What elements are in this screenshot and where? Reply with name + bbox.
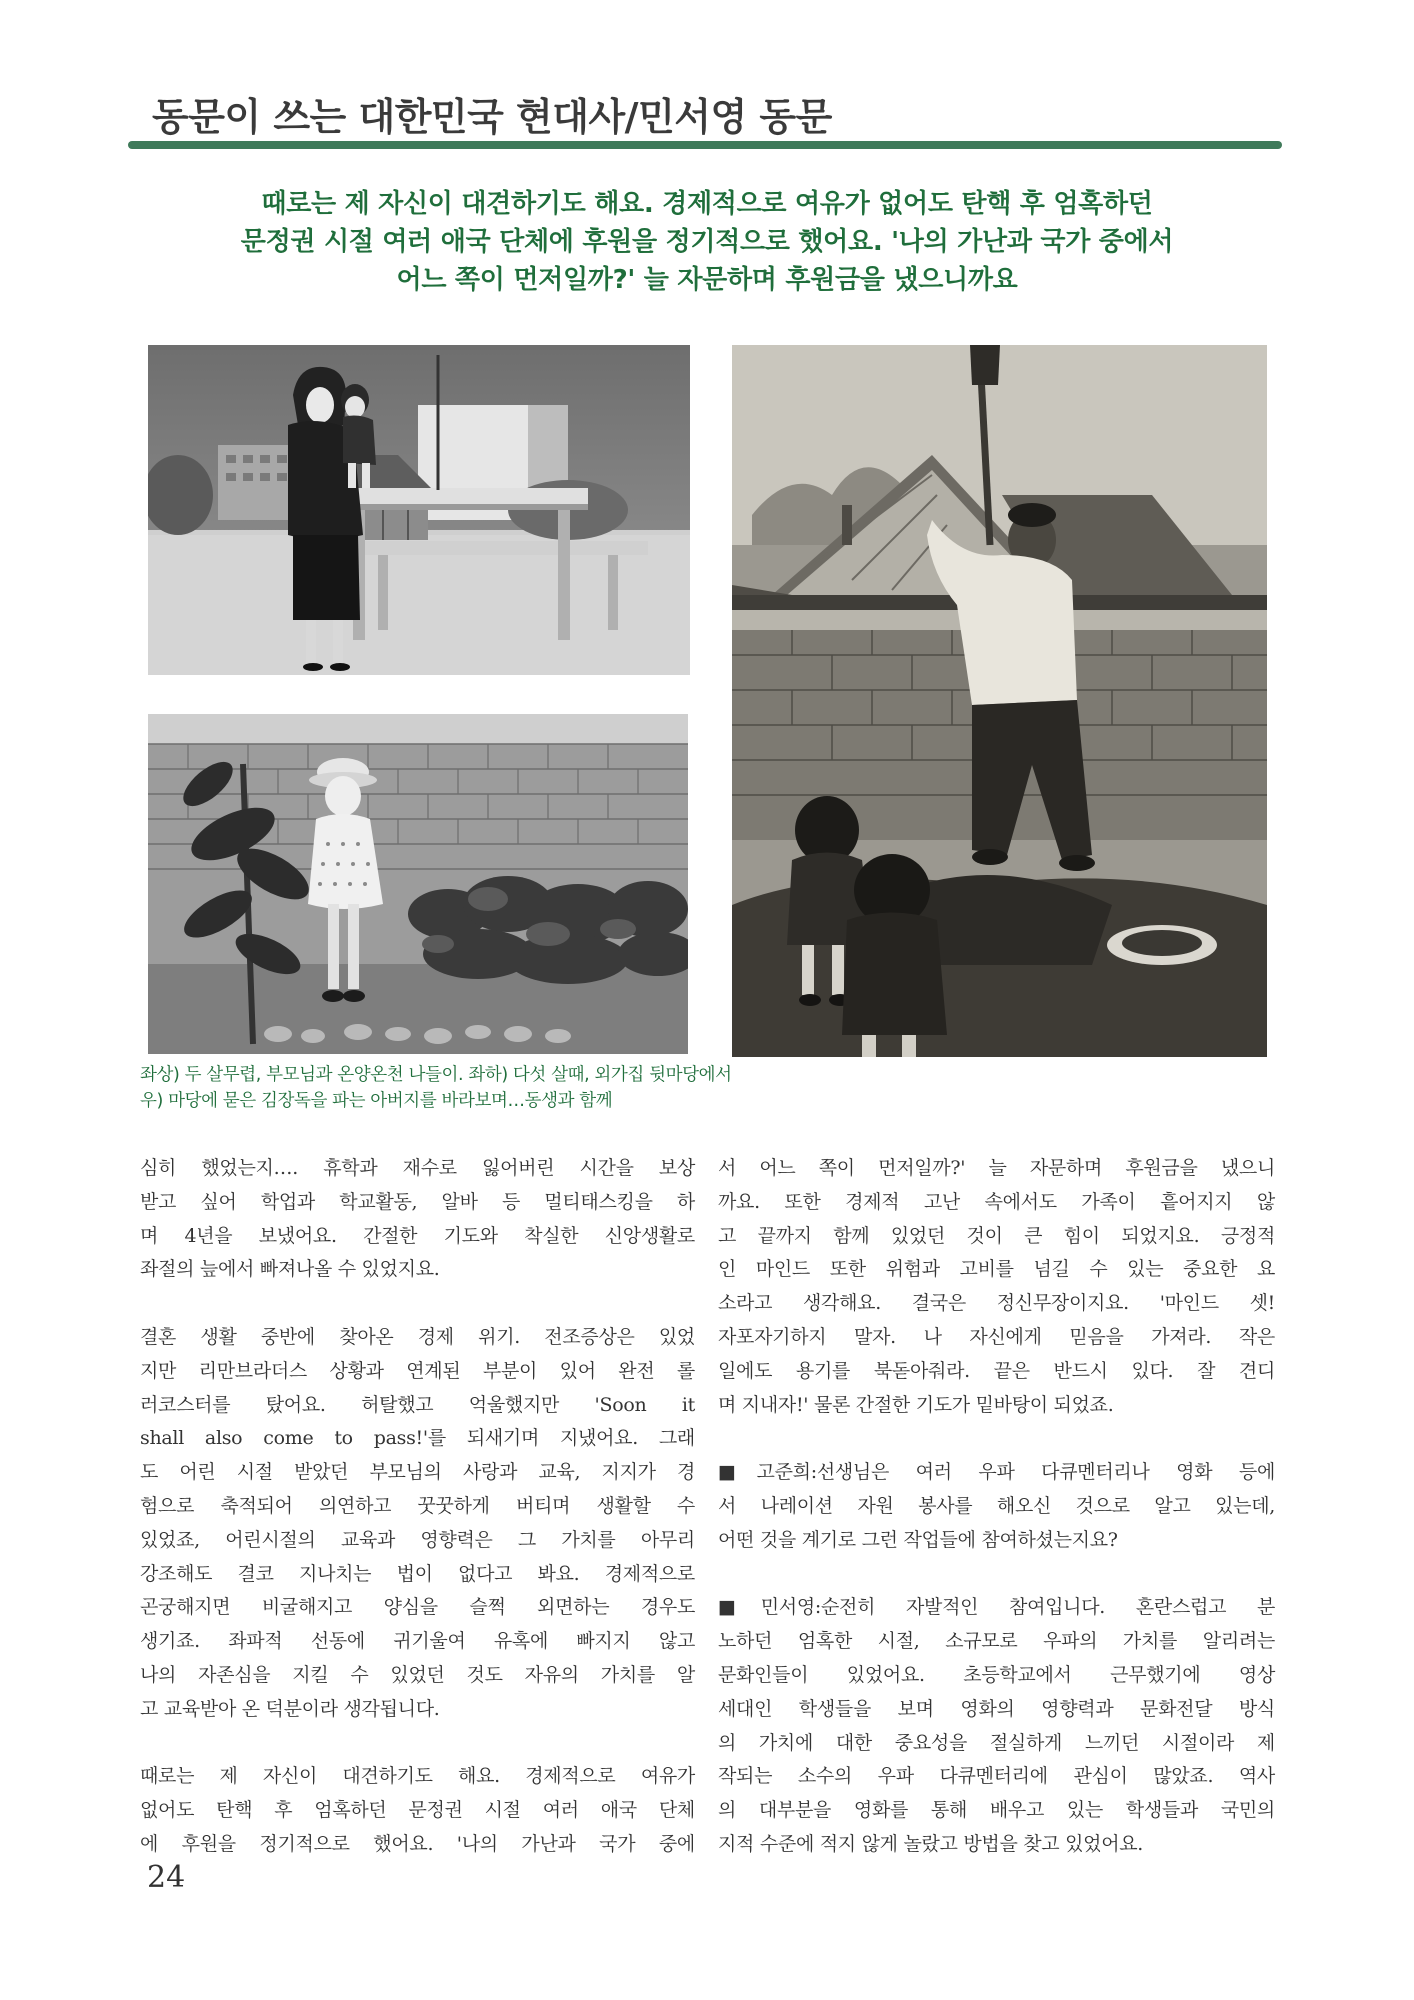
text-line: 강조해도 결코 지나치는 법이 없다고 봐요. 경제적으로: [140, 1562, 695, 1585]
text-line: shall also come to pass!'를 되새기며 지냈어요. 그래: [140, 1427, 695, 1450]
caption-line: 좌상) 두 살무렵, 부모님과 온양온천 나들이. 좌하) 다섯 살때, 외가집 뒷마당에서: [140, 1065, 732, 1085]
text-line: 고 교육받아 온 덕분이라 생각됩니다.: [140, 1697, 440, 1720]
paragraph: [718, 1152, 1275, 1422]
pull-quote-line: 때로는 제 자신이 대견하기도 해요. 경제적으로 여유가 없어도 탄핵 후 엄혹하던: [261, 189, 1153, 219]
paragraph: [140, 1321, 695, 1727]
text-line: 곤궁해지면 비굴해지고 양심을 슬쩍 외면하는 경우도: [140, 1596, 695, 1619]
paragraph-gap: [718, 1558, 1275, 1592]
text-line: 고 끝까지 함께 있었던 것이 큰 힘이 되었지요. 긍정적: [718, 1224, 1275, 1247]
photo-father-digging: [732, 345, 1267, 1057]
photo-girl-garden: [148, 714, 688, 1054]
text-line: 문화인들이 있었어요. 초등학교에서 근무했기에 영상: [718, 1663, 1275, 1686]
caption-line: 우) 마당에 묻은 김장독을 파는 아버지를 바라보며…동생과 함께: [140, 1091, 613, 1111]
paragraph-gap: [140, 1287, 695, 1321]
text-line: 의 대부분을 영화를 통해 배우고 있는 학생들과 국민의: [718, 1799, 1275, 1822]
text-line: 좌절의 늪에서 빠져나올 수 있었지요.: [140, 1258, 440, 1281]
text-line: 있었죠, 어린시절의 교육과 영향력은 그 가치를 아무리: [140, 1528, 695, 1551]
paragraph-gap: [718, 1422, 1275, 1456]
text-line: 인 마인드 또한 위험과 고비를 넘길 수 있는 중요한 요: [718, 1258, 1275, 1281]
interview-question: [718, 1456, 1275, 1557]
text-line: 자포자기하지 말자. 나 자신에게 믿음을 가져라. 작은: [718, 1325, 1275, 1348]
text-line: 결혼 생활 중반에 찾아온 경제 위기. 전조증상은 있었: [140, 1325, 695, 1348]
paragraph: [140, 1760, 695, 1861]
text-line: 작되는 소수의 우파 다큐멘터리에 관심이 많았죠. 역사: [718, 1765, 1275, 1788]
header-divider: [128, 141, 1282, 149]
text-line: 심히 했었는지…. 휴학과 재수로 잃어버린 시간을 보상: [140, 1157, 695, 1179]
text-line: 서 나레이션 자원 봉사를 해오신 것으로 알고 있는데,: [718, 1494, 1275, 1517]
text-line: 소라고 생각해요. 결국은 정신무장이지요. '마인드 셋!: [718, 1292, 1275, 1315]
text-line: 노하던 엄혹한 시절, 소규모로 우파의 가치를 알리려는: [718, 1630, 1275, 1653]
body-column-right: [718, 1152, 1275, 1862]
photo-mother-child-park: [148, 345, 690, 675]
text-line: 어떤 것을 계기로 그런 작업들에 참여하셨는지요?: [718, 1528, 1118, 1551]
text-line: 에 후원을 정기적으로 했어요. '나의 가난과 국가 중에: [140, 1832, 695, 1855]
text-line: 생기죠. 좌파적 선동에 귀기울여 유혹에 빠지지 않고: [140, 1630, 695, 1653]
text-line: 도 어린 시절 받았던 부모님의 사랑과 교육, 지지가 경: [140, 1461, 695, 1484]
text-line: 의 가치에 대한 중요성을 절실하게 느끼던 시절이라 제: [718, 1731, 1275, 1754]
page-number: 24: [147, 1860, 186, 1895]
text-line: 때로는 제 자신이 대견하기도 해요. 경제적으로 여유가: [140, 1765, 695, 1788]
text-line: 험으로 축적되어 의연하고 꿋꿋하게 버티며 생활할 수: [140, 1494, 695, 1517]
text-line: 며 4년을 보냈어요. 간절한 기도와 착실한 신앙생활로: [140, 1224, 695, 1247]
paragraph-gap: [140, 1727, 695, 1761]
body-column-left: [140, 1152, 695, 1862]
interview-answer: [718, 1591, 1275, 1861]
pull-quote-line: 어느 쪽이 먼저일까?' 늘 자문하며 후원금을 냈으니까요: [396, 265, 1018, 295]
pull-quote: [150, 185, 1264, 299]
text-line: 나의 자존심을 지킬 수 있었던 것도 자유의 가치를 알: [140, 1663, 695, 1686]
text-line: 없어도 탄핵 후 엄혹하던 문정권 시절 여러 애국 단체: [140, 1799, 695, 1822]
text-line: 받고 싶어 학업과 학교활동, 알바 등 멀티태스킹을 하: [140, 1190, 695, 1213]
page-header-title: 동문이 쓰는 대한민국 현대사/민서영 동문: [152, 95, 832, 139]
text-line: 러코스터를 탔어요. 허탈했고 억울했지만 'Soon it: [140, 1393, 695, 1416]
paragraph: [140, 1152, 695, 1287]
text-line: 지만 리만브라더스 상황과 연계된 부분이 있어 완전 롤: [140, 1359, 695, 1382]
text-line: 세대인 학생들을 보며 영화의 영향력과 문화전달 방식: [718, 1697, 1275, 1720]
photo-caption: [140, 1062, 1040, 1114]
text-line: 까요. 또한 경제적 고난 속에서도 가족이 흩어지지 않: [718, 1190, 1275, 1213]
pull-quote-line: 문정권 시절 여러 애국 단체에 후원을 정기적으로 했어요. '나의 가난과 국가 중에서: [240, 227, 1174, 257]
text-line: ■고준희:선생님은 여러 우파 다큐멘터리나 영화 등에: [718, 1461, 1275, 1484]
text-line: ■민서영:순전히 자발적인 참여입니다. 혼란스럽고 분: [718, 1596, 1275, 1619]
text-line: 서 어느 쪽이 먼저일까?' 늘 자문하며 후원금을 냈으니: [718, 1157, 1275, 1179]
text-line: 지적 수준에 적지 않게 놀랐고 방법을 찾고 있었어요.: [718, 1832, 1144, 1855]
text-line: 일에도 용기를 북돋아줘라. 끝은 반드시 있다. 잘 견디: [718, 1359, 1275, 1382]
text-line: 며 지내자!' 물론 간절한 기도가 밑바탕이 되었죠.: [718, 1393, 1114, 1416]
